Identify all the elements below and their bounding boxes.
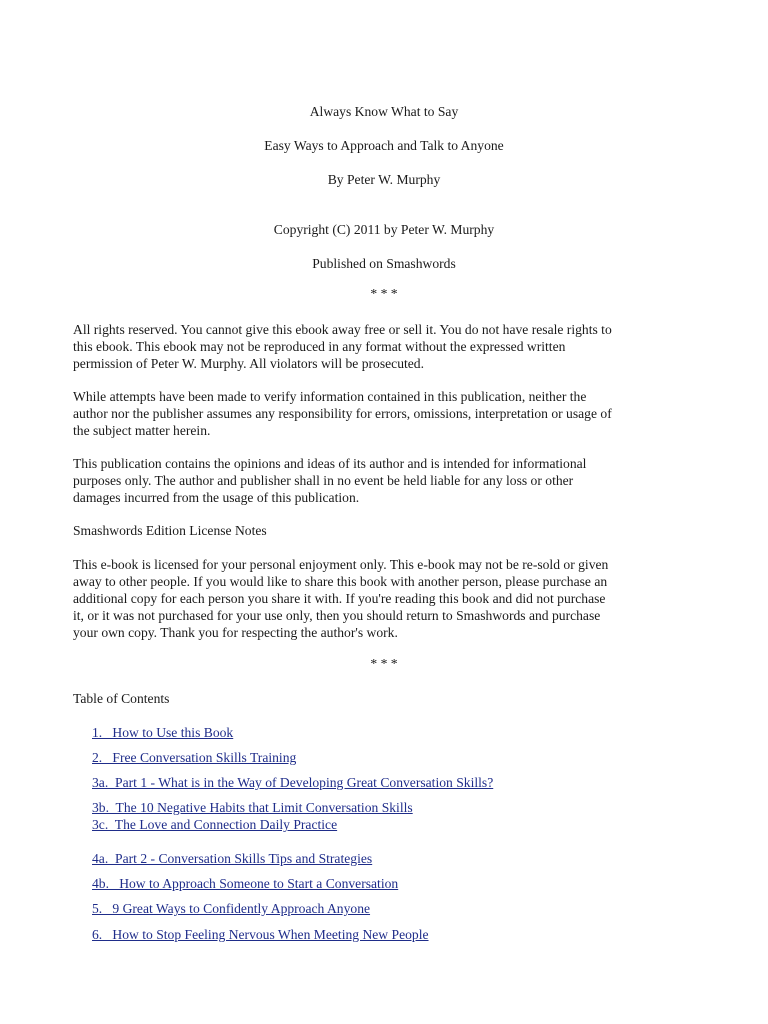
toc-link-negative-habits[interactable]: 3b. The 10 Negative Habits that Limit Conversation Skills	[92, 800, 413, 815]
published-line: Published on Smashwords	[312, 256, 456, 271]
rights-paragraph	[73, 321, 695, 372]
toc-link-free-training[interactable]: 2. Free Conversation Skills Training	[92, 750, 297, 765]
disclaimer-line: While attempts have been made to verify information contained in this publication, neither the	[73, 389, 587, 404]
license-line: This e-book is licensed for your personal enjoyment only. This e-book may not be re-sold or given	[73, 557, 609, 572]
copyright-line: Copyright (C) 2011 by Peter W. Murphy	[273, 222, 495, 237]
section-separator: * * *	[370, 286, 398, 301]
opinions-line: This publication contains the opinions and ideas of its author and is intended for informational	[73, 456, 587, 471]
book-title: Always Know What to Say	[309, 104, 459, 119]
opinions-line: damages incurred from the usage of this publication.	[73, 490, 360, 505]
section-separator: * * *	[370, 656, 398, 671]
license-paragraph	[73, 556, 695, 641]
license-line: it, or it was not purchased for your use only, then you should return to Smashwords and purchase	[73, 608, 601, 623]
author-byline: By Peter W. Murphy	[327, 172, 441, 187]
toc-link-part-1[interactable]: 3a. Part 1 - What is in the Way of Developing Great Conversation Skills?	[92, 775, 494, 790]
license-line: additional copy for each person you share it with. If you're reading this book and did not purchase	[73, 591, 606, 606]
toc-link-approach-someone[interactable]: 4b. How to Approach Someone to Start a Conversation	[92, 876, 399, 891]
rights-line: All rights reserved. You cannot give this ebook away free or sell it. You do not have resale rights to	[73, 322, 612, 337]
rights-line: permission of Peter W. Murphy. All violators will be prosecuted.	[73, 356, 425, 371]
disclaimer-line: author nor the publisher assumes any responsibility for errors, omissions, interpretation or usage of	[73, 406, 612, 421]
toc-link-nine-ways[interactable]: 5. 9 Great Ways to Confidently Approach Anyone	[92, 901, 371, 916]
opinions-paragraph	[73, 455, 695, 506]
toc-link-part-2[interactable]: 4a. Part 2 - Conversation Skills Tips and Strategies	[92, 851, 373, 866]
toc-link-stop-nervous[interactable]: 6. How to Stop Feeling Nervous When Meeting New People	[92, 927, 429, 942]
toc-link-daily-practice[interactable]: 3c. The Love and Connection Daily Practice	[92, 817, 338, 832]
license-heading: Smashwords Edition License Notes	[73, 523, 267, 538]
license-line: away to other people. If you would like to share this book with another person, please purchase an	[73, 574, 608, 589]
opinions-line: purposes only. The author and publisher shall in no event be held liable for any loss or other	[73, 473, 574, 488]
disclaimer-line: the subject matter herein.	[73, 423, 211, 438]
disclaimer-paragraph	[73, 388, 695, 439]
toc-heading: Table of Contents	[73, 691, 170, 706]
toc-link-how-to-use[interactable]: 1. How to Use this Book	[92, 725, 234, 740]
license-line: your own copy. Thank you for respecting the author's work.	[73, 625, 398, 640]
book-subtitle: Easy Ways to Approach and Talk to Anyone	[264, 138, 504, 153]
rights-line: this ebook. This ebook may not be reproduced in any format without the expressed written	[73, 339, 566, 354]
